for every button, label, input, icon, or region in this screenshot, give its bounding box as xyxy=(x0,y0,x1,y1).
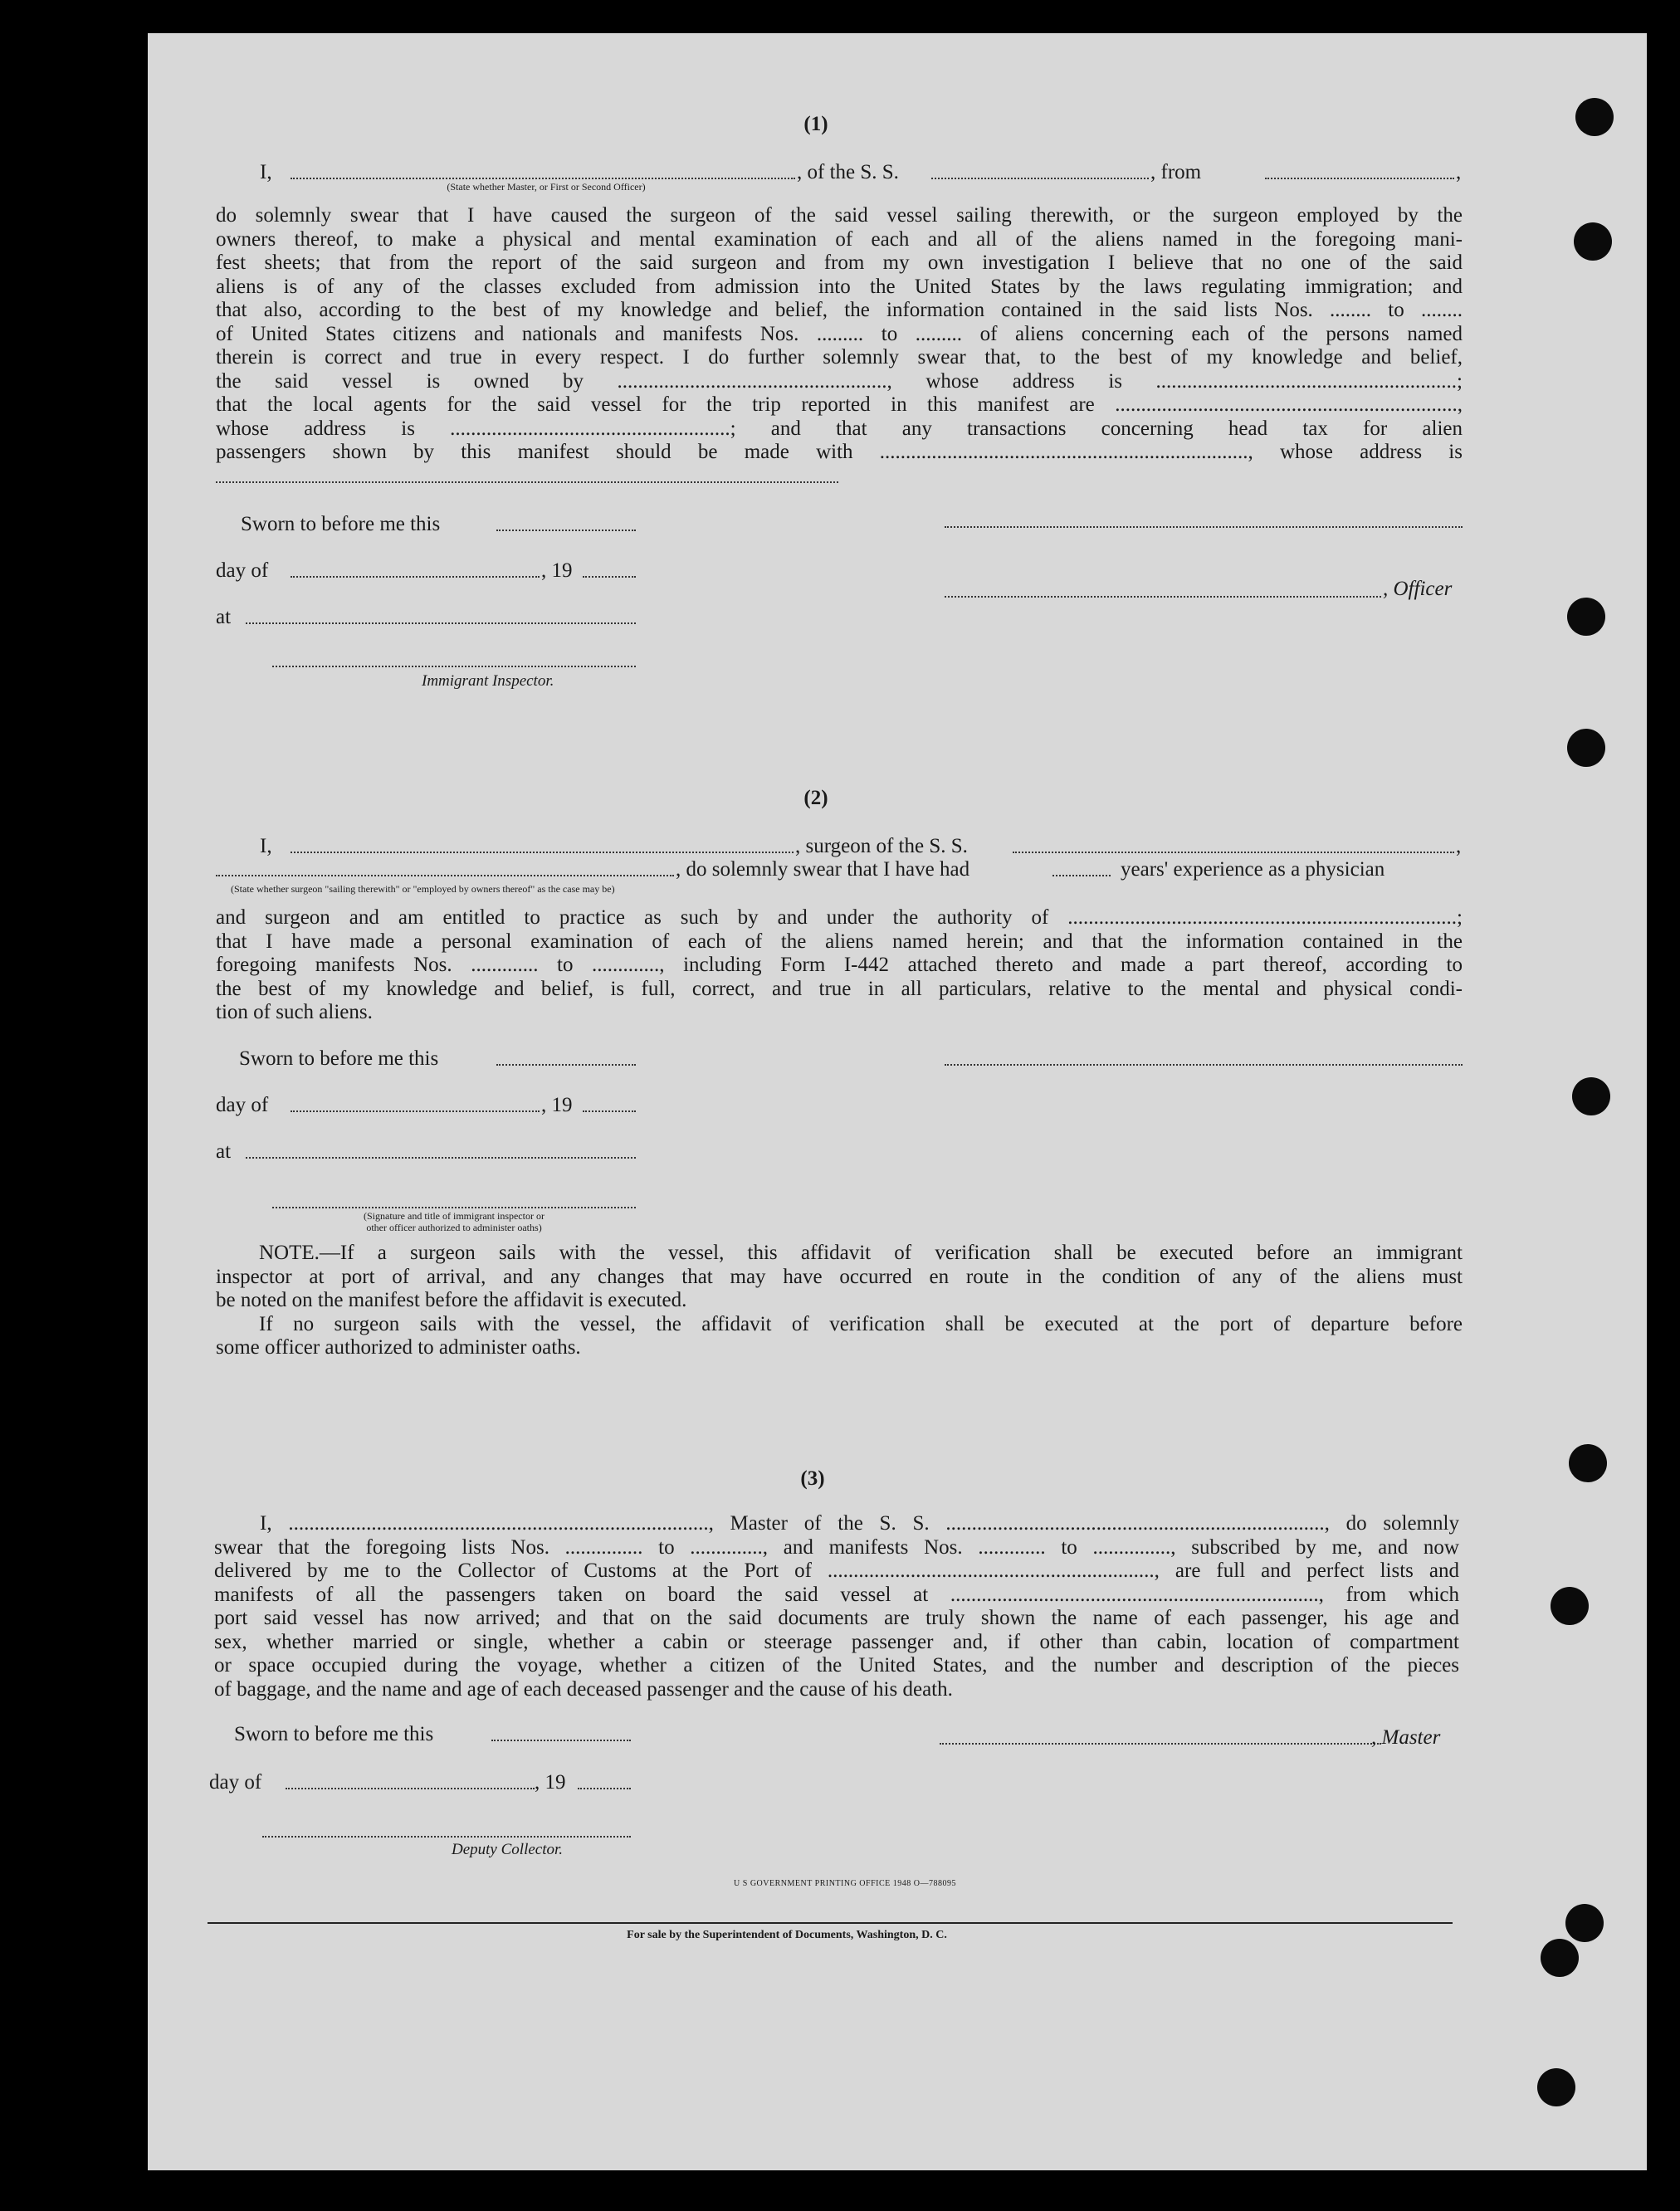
s1-oath-line: therein is correct and true in every respect. I do further solemnly swear that, to the best of my knowledge and belief, xyxy=(216,346,1463,368)
s1-vessel-name-field[interactable] xyxy=(931,178,1149,179)
footer-rule xyxy=(208,1922,1453,1924)
s2-oath-line: the best of my knowledge and belief, is full, correct, and true in all particulars, relative to the mental and physical condi- xyxy=(216,977,1463,1000)
s1-from-port-field[interactable] xyxy=(1265,178,1454,179)
s3-month-field[interactable] xyxy=(286,1788,535,1789)
s1-at-label: at xyxy=(216,606,232,628)
section-3-heading: (3) xyxy=(800,1467,825,1490)
s3-deputy-signature-field[interactable] xyxy=(262,1836,631,1838)
punch-hole xyxy=(1575,98,1614,136)
s3-oath-line: port said vessel has now arrived; and that on the said documents are truly shown the name of each passenger, his age and xyxy=(214,1607,1459,1629)
s1-head-tax-address-field[interactable] xyxy=(216,481,838,483)
s2-surgeon-name-field[interactable] xyxy=(291,852,794,853)
punch-hole xyxy=(1572,1077,1610,1115)
s3-master-signature-field[interactable] xyxy=(940,1743,1381,1745)
s1-officer-caption: , Officer xyxy=(1383,578,1453,600)
s2-at-label: at xyxy=(216,1140,232,1163)
s3-year-field[interactable] xyxy=(578,1788,631,1789)
punch-hole xyxy=(1565,1904,1604,1942)
punch-hole xyxy=(1567,598,1605,636)
s3-day-of-label: day of xyxy=(209,1771,262,1794)
s3-deputy-caption: Deputy Collector. xyxy=(452,1841,564,1858)
s2-year-field[interactable] xyxy=(583,1110,636,1112)
s1-officer-title-field[interactable] xyxy=(291,178,795,179)
s1-oath-line: owners thereof, to make a physical and mental examination of each and all of the aliens named in the foregoing mani- xyxy=(216,227,1463,251)
section-2-heading: (2) xyxy=(803,787,828,809)
note-line: be noted on the manifest before the affidavit is executed. xyxy=(216,1289,687,1311)
s2-sworn-label: Sworn to before me this xyxy=(239,1047,439,1070)
s2-day-of-label: day of xyxy=(216,1094,269,1116)
note-line: If no surgeon sails with the vessel, the affidavit of verification shall be executed at the port of departure before xyxy=(259,1312,1463,1335)
s2-solemnly-label: , do solemnly swear that I have had xyxy=(676,858,970,881)
s2-oath-line: and surgeon and am entitled to practice as such by and under the authority of ...........................................................................; xyxy=(216,906,1463,929)
s2-sig-hint-2: other officer authorized to administer oaths) xyxy=(366,1222,542,1233)
s1-oath-line: that also, according to the best of my knowledge and belief, the information contained in the said lists Nos. ........ to ........ xyxy=(216,299,1463,321)
s3-master-caption: , Master xyxy=(1371,1726,1441,1749)
s2-month-field[interactable] xyxy=(291,1110,540,1112)
s2-oath-line: that I have made a personal examination of each of the aliens named herein; and that the information contained in the xyxy=(216,930,1463,953)
s3-oath-line: swear that the foregoing lists Nos. ............... to .............., and manifests Nos. ............. to ..............., subscribed by me, and now xyxy=(214,1535,1459,1559)
gpo-imprint: U S GOVERNMENT PRINTING OFFICE 1948 O—788095 xyxy=(734,1879,956,1888)
s1-oath-line: whose address is ......................................................; and that any transactions concerning head tax for alien xyxy=(216,417,1463,440)
s1-from-label: , from xyxy=(1150,161,1202,183)
note-line: NOTE.—If a surgeon sails with the vessel, this affidavit of verification shall be executed before an immigrant xyxy=(259,1242,1463,1264)
s1-year-label: , 19 xyxy=(541,559,573,582)
s1-day-of-label: day of xyxy=(216,559,269,582)
s2-surgeon-of-label: , surgeon of the S. S. xyxy=(795,835,968,857)
punch-hole xyxy=(1537,2068,1575,2106)
s3-sworn-label: Sworn to before me this xyxy=(234,1723,434,1745)
s1-officer-signature-field[interactable] xyxy=(945,526,1463,528)
note-line: some officer authorized to administer oaths. xyxy=(216,1336,581,1359)
s3-year-label: , 19 xyxy=(535,1771,566,1794)
sale-notice: For sale by the Superintendent of Documents, Washington, D. C. xyxy=(627,1929,947,1941)
s2-oath-line: foregoing manifests Nos. ............. to ............., including Form I-442 attached thereto and made a part thereof, according to xyxy=(216,954,1463,976)
punch-hole xyxy=(1551,1587,1589,1625)
punch-hole xyxy=(1567,729,1605,767)
s1-oath-line: fest sheets; that from the report of the said surgeon and from my own investigation I believe that no one of the said xyxy=(216,251,1463,274)
s2-years-label: years' experience as a physician xyxy=(1121,858,1385,881)
s3-oath-line: sex, whether married or single, whether a cabin or steerage passenger and, if other than cabin, location of compartment xyxy=(214,1630,1459,1653)
s2-years-field[interactable] xyxy=(1052,875,1111,876)
punch-hole xyxy=(1574,222,1612,261)
s3-sworn-day-field[interactable] xyxy=(491,1740,631,1741)
s1-oath-line: do solemnly swear that I have caused the surgeon of the said vessel sailing therewith, or the surgeon employed by the xyxy=(216,204,1463,227)
s3-oath-line: I, ................................................................................., Master of the S. S. ........................................................................., do solemnly xyxy=(260,1512,1459,1535)
s1-end-comma: , xyxy=(1456,161,1462,183)
s2-oath-line: tion of such aliens. xyxy=(216,1001,373,1023)
punch-hole xyxy=(1541,1939,1579,1977)
s2-sig-hint-1: (Signature and title of immigrant inspector or xyxy=(364,1210,545,1222)
s2-surgeon-signature-field[interactable] xyxy=(945,1064,1463,1066)
s3-oath-line: of baggage, and the name and age of each deceased passenger and the cause of his death. xyxy=(214,1677,953,1701)
s1-officer-hint: (State whether Master, or First or Second Officer) xyxy=(447,181,646,193)
s1-at-field[interactable] xyxy=(246,622,636,624)
s1-of-ss-label: , of the S. S. xyxy=(797,161,899,183)
s2-end-comma: , xyxy=(1456,835,1462,857)
s3-oath-line: or space occupied during the voyage, whether a citizen of the United States, and the number and description of the pieces xyxy=(214,1654,1459,1677)
s1-i-label: I, xyxy=(260,161,272,183)
s2-at-field[interactable] xyxy=(246,1157,636,1159)
s2-surgeon-hint: (State whether surgeon "sailing therewith" or "employed by owners thereof" as the case may be) xyxy=(231,883,615,895)
s1-officer-name-field[interactable] xyxy=(945,596,1381,598)
s1-inspector-caption: Immigrant Inspector. xyxy=(422,672,554,690)
s1-oath-line: that the local agents for the said vessel for the trip reported in this manifest are .................................................................., xyxy=(216,393,1463,416)
s2-surgeon-type-field[interactable] xyxy=(216,875,674,876)
s2-vessel-name-field[interactable] xyxy=(1013,852,1454,853)
s2-i-label: I, xyxy=(260,835,272,857)
section-1-heading: (1) xyxy=(803,113,828,135)
s2-year-label: , 19 xyxy=(541,1094,573,1116)
s1-oath-line: the said vessel is owned by ...................................................., whose address is ..........................................................; xyxy=(216,369,1463,393)
note-line: inspector at port of arrival, and any changes that may have occurred en route in the condition of any of the aliens must xyxy=(216,1265,1463,1288)
s2-inspector-signature-field[interactable] xyxy=(272,1207,636,1208)
s1-oath-line: aliens is of any of the classes excluded from admission into the United States by the laws regulating immigration; and xyxy=(216,275,1463,298)
s1-sworn-day-field[interactable] xyxy=(496,530,636,531)
s3-oath-line: manifests of all the passengers taken on board the said vessel at ......................................................................., from which xyxy=(214,1583,1459,1606)
s1-year-field[interactable] xyxy=(583,576,636,578)
s1-oath-line: of United States citizens and nationals and manifests Nos. ......... to ......... of aliens concerning each of the persons named xyxy=(216,322,1463,345)
s1-sworn-label: Sworn to before me this xyxy=(241,513,441,535)
s1-inspector-signature-field[interactable] xyxy=(272,666,636,667)
s1-month-field[interactable] xyxy=(291,576,540,578)
s2-sworn-day-field[interactable] xyxy=(496,1064,636,1066)
s3-oath-line: delivered by me to the Collector of Customs at the Port of ..............................................................., are full and perfect lists and xyxy=(214,1559,1459,1582)
s1-oath-line: passengers shown by this manifest should be made with ......................................................................., whose address is xyxy=(216,441,1463,463)
punch-hole xyxy=(1569,1444,1607,1482)
form-sheet xyxy=(148,33,1647,2170)
